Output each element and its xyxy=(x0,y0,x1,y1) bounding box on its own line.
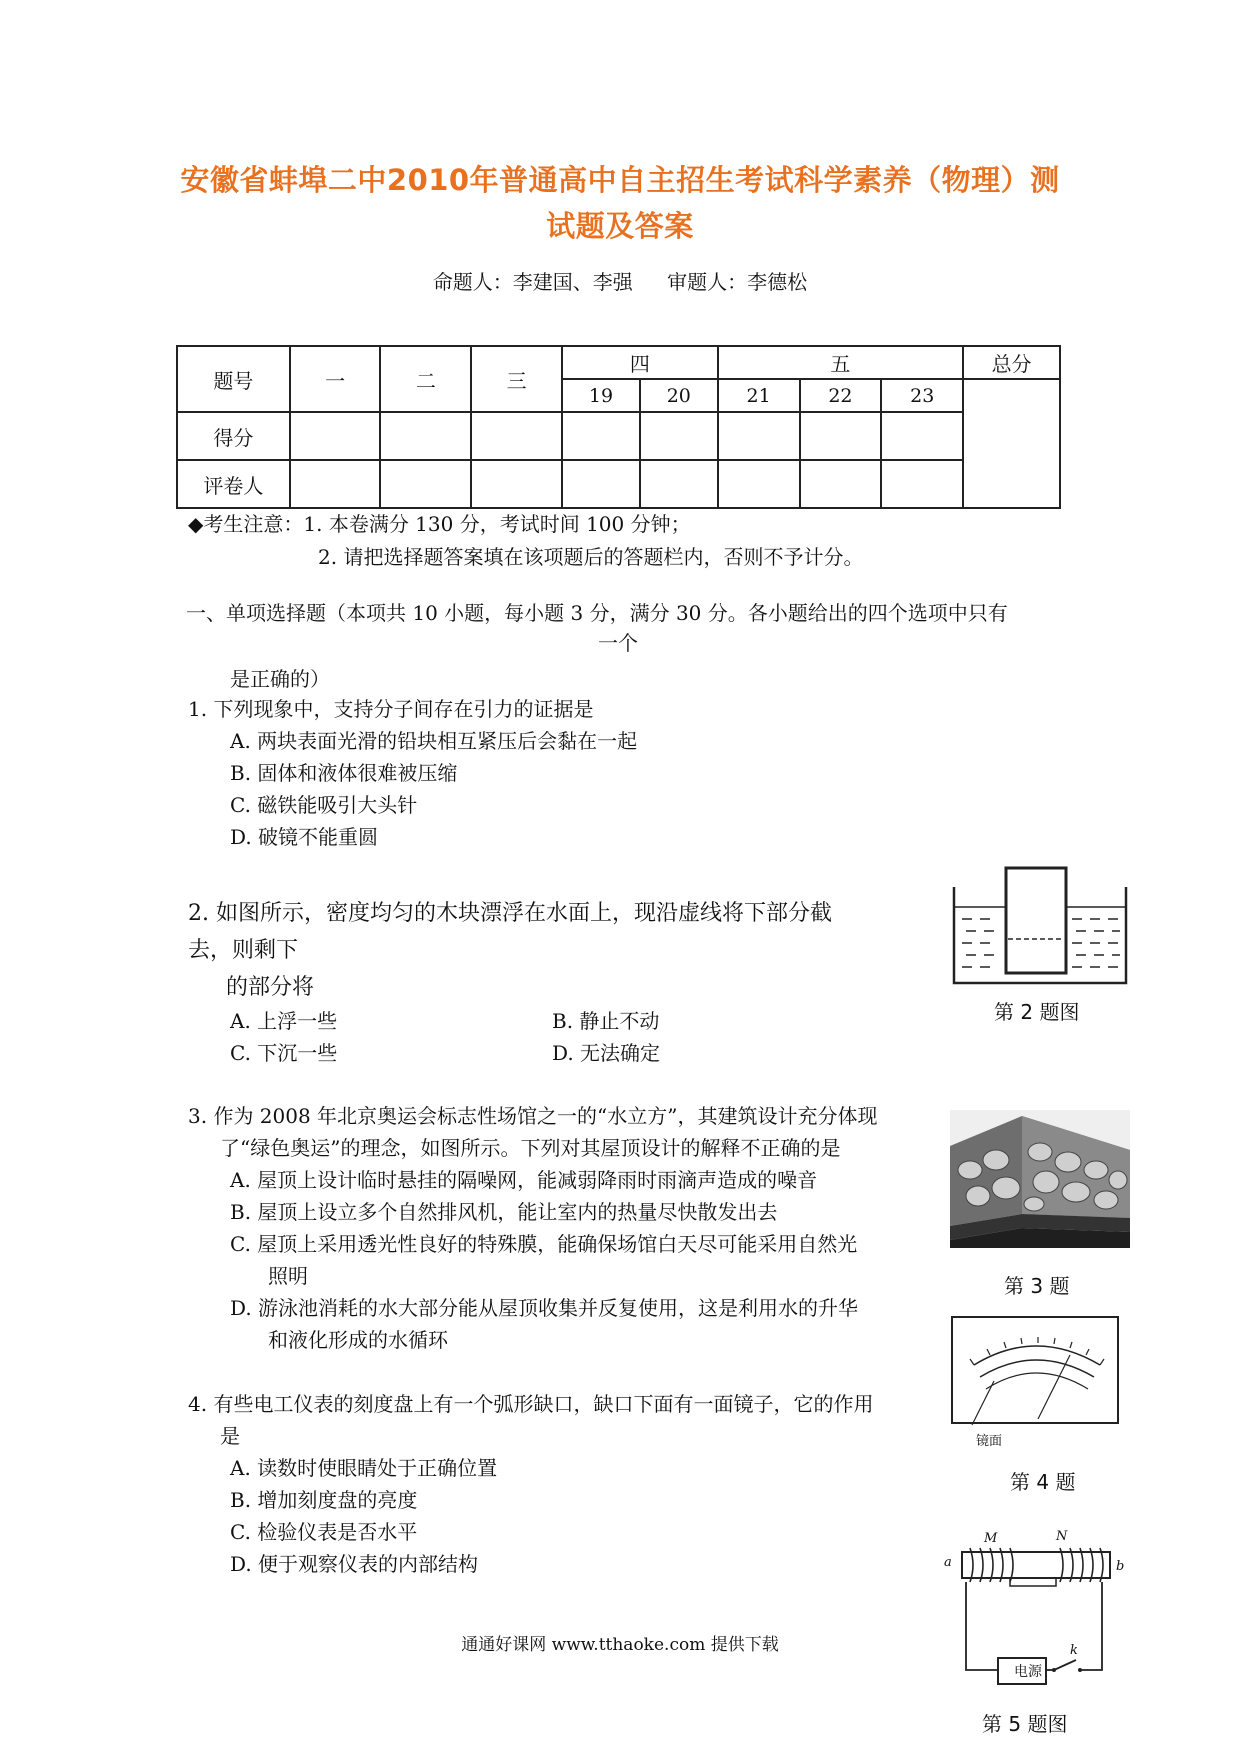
q3-option-d: D. 游泳池消耗的水大部分能从屋顶收集并反复使用，这是利用水的升华 xyxy=(230,1296,859,1320)
q4-option-d: D. 便于观察仪表的内部结构 xyxy=(230,1552,479,1576)
q4-option-a: A. 读数时使眼睛处于正确位置 xyxy=(230,1456,498,1480)
col-3: 三 xyxy=(471,346,562,412)
notice-1: ◆考生注意：1. 本卷满分 130 分，考试时间 100 分钟； xyxy=(188,512,691,536)
q4-stem: 4. 有些电工仪表的刻度盘上有一个弧形缺口，缺口下面有一面镜子，它的作用 xyxy=(188,1392,874,1416)
section-heading: 一、单项选择题（本项共 10 小题，每小题 3 分，满分 30 分。各小题给出的四个选项中只有 xyxy=(186,601,1008,625)
fig5-label-k: k xyxy=(1070,1643,1078,1658)
fig5-caption: 第 5 题图 xyxy=(982,1712,1068,1736)
fig5-label-a: a xyxy=(944,1555,952,1570)
fig3-water-cube-photo xyxy=(950,1110,1130,1248)
notice-2: 2. 请把选择题答案填在该项题后的答题栏内，否则不予计分。 xyxy=(318,545,864,569)
q3-stem-2: 了“绿色奥运”的理念，如图所示。下列对其屋顶设计的解释不正确的是 xyxy=(220,1136,841,1160)
col-21: 21 xyxy=(718,379,800,412)
q2-option-a: A. 上浮一些 xyxy=(230,1009,338,1033)
row-score-label: 得分 xyxy=(177,412,290,460)
q2-option-d: D. 无法确定 xyxy=(552,1041,661,1065)
col-23: 23 xyxy=(881,379,963,412)
fig4-mirror-label: 镜面 xyxy=(976,1434,1003,1449)
fig5-circuit-diagram xyxy=(930,1520,1130,1695)
q2-option-b: B. 静止不动 xyxy=(552,1009,660,1033)
q1-option-a: A. 两块表面光滑的铅块相互紧压后会黏在一起 xyxy=(230,729,638,753)
fig5-label-m: M xyxy=(984,1531,998,1546)
q1-option-c: C. 磁铁能吸引大头针 xyxy=(230,793,418,817)
q1-option-d: D. 破镜不能重圆 xyxy=(230,825,379,849)
fig3-caption: 第 3 题 xyxy=(1004,1274,1070,1298)
col-group-4: 四 xyxy=(562,346,718,379)
col-group-5: 五 xyxy=(718,346,963,379)
q3-option-c-cont: 照明 xyxy=(268,1264,308,1288)
col-label: 题号 xyxy=(177,346,290,412)
fig2-beaker-diagram xyxy=(950,865,1130,987)
q3-option-d-cont: 和液化形成的水循环 xyxy=(268,1328,448,1352)
col-20: 20 xyxy=(640,379,718,412)
col-total: 总分 xyxy=(963,346,1060,379)
total-cell xyxy=(963,379,1060,508)
fig5-source-label: 电源 xyxy=(1014,1664,1042,1680)
q2-stem: 2. 如图所示，密度均匀的木块漂浮在水面上，现沿虚线将下部分截 xyxy=(188,901,832,926)
q2-stem-3: 的部分将 xyxy=(226,975,315,1000)
q4-option-b: B. 增加刻度盘的亮度 xyxy=(230,1488,418,1512)
fig5-label-b: b xyxy=(1116,1559,1125,1574)
col-1: 一 xyxy=(290,346,381,412)
setter: 命题人：李建国、李强 xyxy=(432,270,633,294)
fig2-caption: 第 2 题图 xyxy=(994,1000,1080,1024)
section-heading-cont2: 是正确的） xyxy=(230,667,330,691)
q1-option-b: B. 固体和液体很难被压缩 xyxy=(230,761,458,785)
q1-stem: 1. 下列现象中，支持分子间存在引力的证据是 xyxy=(188,697,594,721)
q3-option-a: A. 屋顶上设计临时悬挂的隔噪网，能减弱降雨时雨滴声造成的噪音 xyxy=(230,1168,818,1192)
section-heading-cont: 一个 xyxy=(598,631,638,655)
fig4-caption: 第 4 题 xyxy=(1010,1470,1076,1494)
q3-stem: 3. 作为 2008 年北京奥运会标志性场馆之一的“水立方”，其建筑设计充分体现 xyxy=(188,1104,878,1128)
reviewer: 审题人：李德松 xyxy=(667,270,808,294)
row-grader-label: 评卷人 xyxy=(177,460,290,508)
q2-option-c: C. 下沉一些 xyxy=(230,1041,338,1065)
page-title: 安徽省蚌埠二中2010年普通高中自主招生考试科学素养（物理）测 xyxy=(180,163,1060,197)
q4-option-c: C. 检验仪表是否水平 xyxy=(230,1520,418,1544)
authors xyxy=(0,266,1240,295)
col-2: 二 xyxy=(380,346,471,412)
q2-stem-2: 去，则剩下 xyxy=(188,938,299,963)
col-19: 19 xyxy=(562,379,640,412)
fig5-label-n: N xyxy=(1056,1529,1068,1544)
q3-option-c: C. 屋顶上采用透光性良好的特殊膜，能确保场馆白天尽可能采用自然光 xyxy=(230,1232,858,1256)
col-22: 22 xyxy=(800,379,882,412)
footer-note: 通通好课网 www.tthaoke.com 提供下载 xyxy=(461,1635,779,1655)
q3-option-b: B. 屋顶上设立多个自然排风机，能让室内的热量尽快散发出去 xyxy=(230,1200,778,1224)
score-table xyxy=(176,345,1061,509)
fig4-meter-diagram xyxy=(950,1315,1122,1427)
q4-stem-2: 是 xyxy=(220,1424,240,1448)
page-title-cont: 试题及答案 xyxy=(546,209,694,243)
